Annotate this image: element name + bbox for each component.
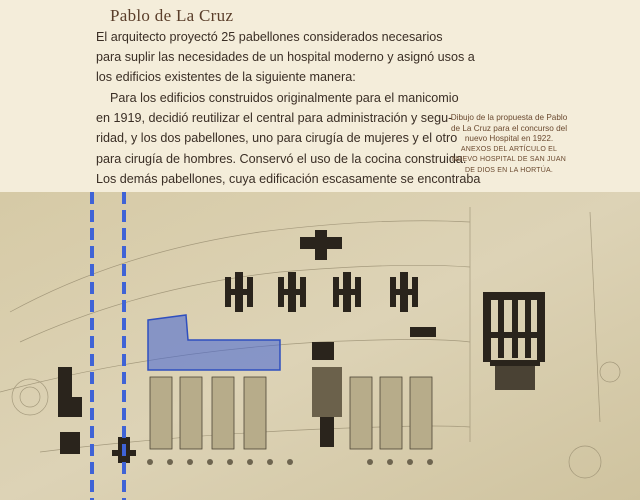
page-title: Pablo de La Cruz — [110, 6, 234, 25]
text-area — [0, 0, 640, 195]
paragraph-1 — [96, 27, 475, 88]
figure-caption — [448, 113, 570, 176]
text-line: los edificios existentes de la siguiente manera: — [96, 70, 356, 85]
building-central — [312, 342, 334, 360]
hospital-site-plan — [0, 192, 640, 500]
text-line: para cirugía de hombres. Conservó el uso de la cocina construida. — [96, 151, 467, 166]
text-line: Para los edificios construidos originalmente para el manicomio — [110, 91, 459, 105]
text-line: Los demás pabellones, cuya edificación escasamente se encontraba — [96, 171, 481, 186]
building-small — [410, 327, 436, 337]
paragraph-2 — [96, 88, 481, 189]
text-line: en 1919, decidió reutilizar el central para administración y segu- — [96, 111, 453, 126]
caption-source: ANEXOS DEL ARTÍCULO EL NUEVO HOSPITAL DE SAN JUAN DE DIOS EN LA HORTÚA. — [451, 145, 567, 174]
text-line: El arquitecto proyectó 25 pabellones considerados necesarios — [96, 30, 443, 44]
caption-text: Dibujo de la propuesta de Pablo de La Cruz para el concurso del nuevo Hospital en 1922. — [450, 113, 568, 143]
text-line: para suplir las necesidades de un hospital moderno y asignó usos a — [96, 50, 475, 65]
tree-row — [147, 459, 433, 465]
text-line: ridad, y los dos pabellones, uno para cirugía de mujeres y el otro — [96, 131, 458, 146]
site-plan-drawing — [0, 192, 640, 500]
